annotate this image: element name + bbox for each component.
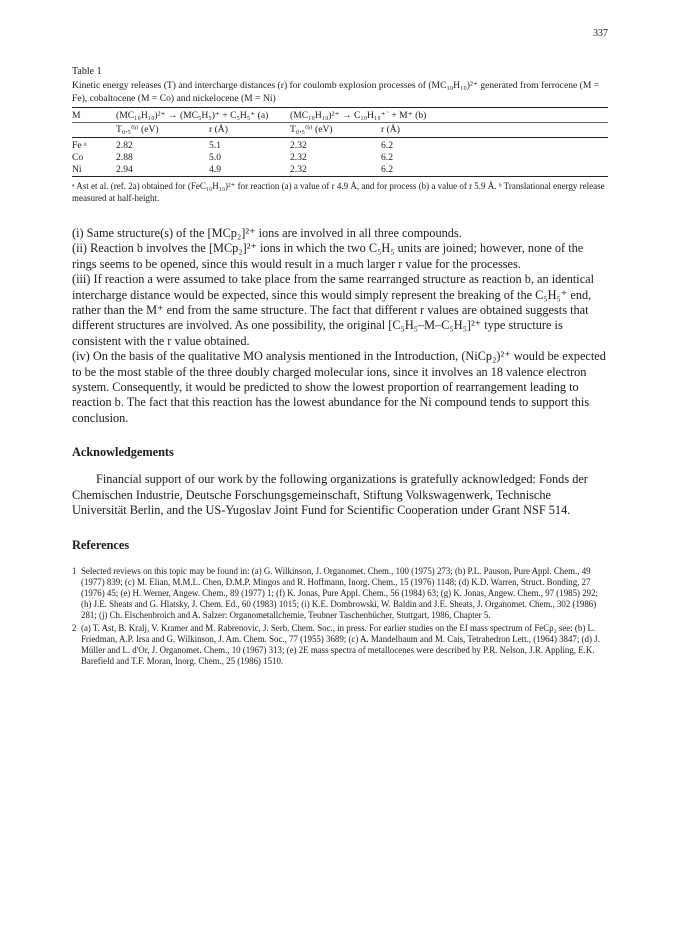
table-row: [72, 164, 608, 177]
table-caption: Kinetic energy releases (T) and intercharge distances (r) for coulomb explosion processes of (MC₁₀H₁₀)²⁺ generated from ferrocene (M = Fe), cobaltocene (M = Co) and nickelocene (M = Ni): [72, 80, 600, 104]
cell-t-b: 2.32: [290, 152, 307, 163]
references-heading: References: [72, 537, 130, 552]
header-reaction-b: (MC₁₀H₁₀)²⁺ → C₁₀H₁₀⁺˙ + M⁺ (b): [290, 108, 608, 123]
reference-list: [72, 566, 608, 668]
acknowledgements-heading: Acknowledgements: [72, 445, 174, 460]
reference-item: [72, 623, 608, 668]
subheader-t-a: T₀.₅⁽ᵇ⁾ (eV): [116, 123, 209, 138]
table-footnote: ᵃ Ast et al. (ref. 2a) obtained for (FeC₁₀H₁₀)²⁺ for reaction (a) a value of r 4.9 Å, and for process (b) a value of r 5.9 Å. ᵇ Translational energy release measured at half-height.: [72, 181, 605, 203]
cell-t-a: 2.88: [116, 152, 133, 163]
table-row: [72, 152, 608, 164]
cell-r-b: 6.2: [381, 140, 393, 151]
cell-r-b: 6.2: [381, 152, 393, 163]
table-subheader-row: [72, 123, 608, 138]
cell-metal: Co: [72, 152, 84, 163]
reference-number: 1: [72, 565, 77, 576]
cell-r-a: 4.9: [209, 164, 221, 175]
table-label: Table 1: [72, 66, 102, 77]
point-iv: (iv) On the basis of the qualitative MO analysis mentioned in the Introduction, (NiCp₂)²⁺ would be expected to be the most stable of the three doubly charged molecular ions, since it involves an 18 valence electron system. Consequently, it would be predicted to show the lowest proportion of rearrangement leading to reaction b. The fact that this reaction has the lowest abundance for the Ni compound tends to support this conclusion.: [72, 349, 606, 425]
point-iii: (iii) If reaction a were assumed to take place from the same rearranged structure as reaction b, an identical intercharge distance would be expected, since this would simply represent the breaking of the C₅H₅⁺ end, rather than the M⁺ end from the same structure. The fact that different r values are obtained suggests that different structures are involved. As one possibility, the original [C₅H₅–M–C₅H₅]²⁺ type structure is consistent with the r value obtained.: [72, 272, 595, 348]
journal-page: [72, 28, 608, 668]
reference-text: Selected reviews on this topic may be found in: (a) G. Wilkinson, J. Organomet. Chem., 100 (1975) 273; (b) P.L. Pauson, Pure Appl. Chem., 49 (1977) 839; (c) M. Elian, M.M.L. Chen, D.M.P. Mingos and R. Hoffmann, Inorg. Chem., 15 (1976) 1148; (d) K.D. Warren, Struct. Bonding, 27 (1976) 45; (e) H. Werner, Angew. Chem., 89 (1977) 1; (f) K. Jonas, Pure Appl. Chem., 56 (1984) 63; (g) K. Jonas, Angew. Chem., 97 (1985) 292; (h) J.E. Sheats and G. Hlatsky, J. Chem. Ed., 60 (1983) 1015; (i) K.E. Dombrowski, W. Baldin and J.E. Sheats, J. Organomet. Chem., 302 (1986) 281; (j) Ch. Elschenbroich and A. Salzer: Organometallchemie, Teubner Taschenbücher, Stuttgart, 1986, Chapter 5.: [81, 565, 598, 621]
header-metal: M: [72, 108, 116, 123]
cell-r-a: 5.1: [209, 140, 221, 151]
acknowledgements-text: Financial support of our work by the following organizations is gratefully acknowledged: Fonds der Chemischen Industrie, Deutsche Forschungsgemeinschaft, Stiftung Volkswagenwerk, Technische Universität Berlin, and the US-Yugoslav Joint Fund for Scientific Cooperation under Grant NSF 514.: [72, 472, 588, 518]
table-header-row: [72, 108, 608, 123]
cell-t-b: 2.32: [290, 140, 307, 151]
cell-metal: Ni: [72, 164, 82, 175]
cell-metal: Fe ᵃ: [72, 140, 87, 151]
reference-item: [72, 566, 608, 622]
page-number: 337: [593, 28, 608, 39]
header-reaction-a: (MC₁₀H₁₀)²⁺ → (MC₅H₅)⁺ + C₅H₅⁺ (a): [116, 108, 290, 123]
discussion-points: [72, 226, 608, 426]
reference-text: (a) T. Ast, B. Kralj, V. Kramer and M. Rabrenovic, J. Serb. Chem. Soc., in press. For earlier studies on the EI mass spectrum of FeCp₂ see: (b) L. Friedman, A.P. Irsa and G. Wilkinson, J. Am. Chem. Soc., 77 (1955) 3689; (c) A. Mandelbaum and M. Cais, Tetrahedron Lett., (1964) 3847; (d) J. Müller and L. d'Or, J. Organomet. Chem., 10 (1967) 313; (e) 2E mass spectra of metallocenes were described by P.R. Nelson, J.R. Appling, E.K. Barefield and T.F. Moran, Inorg. Chem., 25 (1986) 1510.: [81, 622, 600, 667]
point-ii: (ii) Reaction b involves the [MCp₂]²⁺ ions in which the two C₅H₅ units are joined; however, none of the rings seems to be opened, since this would result in a much larger r value for the processes.: [72, 241, 584, 271]
reference-number: 2: [72, 622, 77, 633]
cell-t-a: 2.82: [116, 140, 133, 151]
cell-t-a: 2.94: [116, 164, 133, 175]
subheader-t-b: T₀.₅⁽ᵇ⁾ (eV): [290, 123, 381, 138]
table-row: [72, 138, 608, 153]
point-i: (i) Same structure(s) of the [MCp₂]²⁺ ions are involved in all three compounds.: [72, 226, 462, 240]
cell-r-b: 6.2: [381, 164, 393, 175]
cell-t-b: 2.32: [290, 164, 307, 175]
kinetic-energy-table: [72, 107, 608, 177]
cell-r-a: 5.0: [209, 152, 221, 163]
subheader-r-a: r (Å): [209, 123, 290, 138]
subheader-r-b: r (Å): [381, 123, 608, 138]
